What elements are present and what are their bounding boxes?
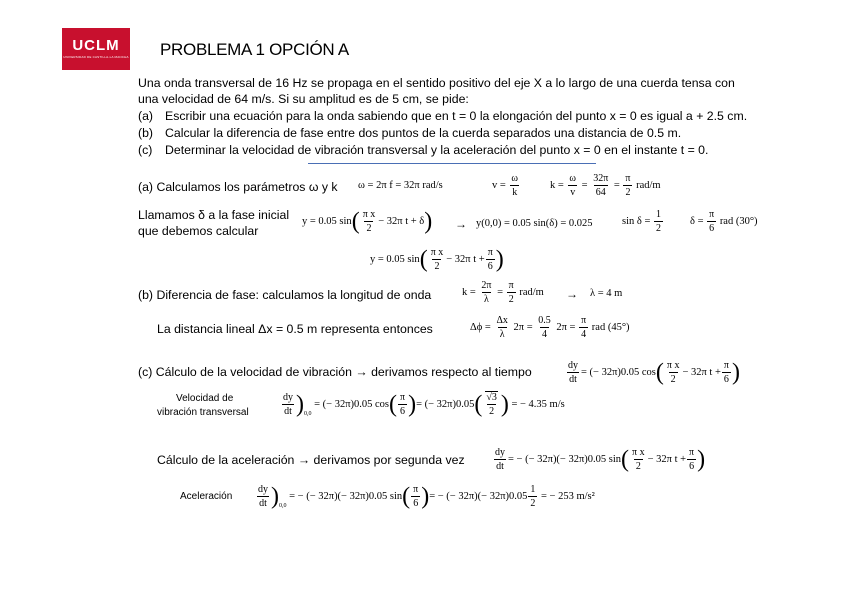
item-a-text: Escribir una ecuación para la onda sabiendo que en t = 0 la elongación del punto x = 0 es igual a + 2.5 cm. — [165, 109, 748, 123]
item-b-label: (b) — [138, 126, 154, 140]
item-b-text: Calcular la diferencia de fase entre dos puntos de la cuerda separados una distancia de 0.5 m. — [165, 126, 682, 140]
logo-text: UCLM — [72, 37, 120, 54]
separator-line — [308, 163, 596, 164]
sin-delta: sin δ = $\frac{1}{2}$ — [622, 209, 661, 234]
initial-condition: y(0,0) = 0.05 sin(δ) = 0.025 — [476, 218, 593, 229]
acceleration-label: Cálculo de la aceleración → derivamos por segunda vez — [157, 453, 465, 467]
part-b-label: (b) Diferencia de fase: calculamos la longitud de onda — [138, 288, 432, 302]
omega-equation: ω = 2π f = 32π rad/s — [358, 180, 443, 191]
phase-difference-equation: Δϕ = $\frac{\Delta x}{\lambda}$ 2π = $\frac{0.5}{4}$ 2π = $\frac{\pi}{4}$ rad (45°) — [470, 315, 630, 340]
lambda-value: λ = 4 m — [590, 288, 623, 299]
acceleration-equation: $\frac{dy}{dt}$ = − (− 32π)(− 32π)0.05 sin( $\frac{\text{π x}}{2}$ − 32π t + $\frac{\pi}{6}$ ) — [495, 446, 706, 473]
velocity-at-origin: $\frac{dy}{dt}$ )$_{0,0}$ = (− 32π)0.05 cos( $\frac{\pi}{6}$ )= (− 32π)0.05( $\frac{√3}{2}$ ) = − 4.35 m/s — [283, 391, 565, 418]
wave-equation-general: y = 0.05 sin( $\frac{\text{π x}}{2}$ − 32π t + δ) — [302, 208, 433, 235]
arrow-icon: → — [455, 217, 467, 231]
part-c-label: (c) Cálculo de la velocidad de vibración → derivamos respecto al tiempo — [138, 365, 532, 379]
delta-value: δ = $\frac{\pi}{6}$ rad (30°) — [690, 209, 758, 234]
item-c-label: (c) — [138, 143, 153, 157]
acceleration-at-origin: $\frac{dy}{dt}$ )$_{0,0}$ = − (− 32π)(− 32π)0.05 sin( $\frac{\pi}{6}$ )= − (− 32π)(− 32π)0.05 $\frac{1}{2}$ = − 253 m/s² — [258, 483, 595, 510]
statement-line-2: una velocidad de 64 m/s. Si su amplitud es de 5 cm, se pide: — [138, 92, 469, 106]
statement-line-1: Una onda transversal de 16 Hz se propaga en el sentido positivo del eje X a lo largo de una cuerda tensa con — [138, 76, 735, 90]
phase-label-2: que debemos calcular — [138, 224, 259, 238]
v-equation: v = $\frac{\omega}{k}$ — [492, 173, 519, 198]
page-title: PROBLEMA 1 OPCIÓN A — [160, 40, 349, 59]
item-a-label: (a) — [138, 109, 154, 123]
phase-label-1: Llamamos δ a la fase inicial — [138, 208, 290, 222]
wave-equation-final: y = 0.05 sin( $\frac{\text{π x}}{2}$ − 32π t + $\frac{\pi}{6}$ ) — [370, 246, 504, 273]
vib-label-2: vibración transversal — [157, 407, 249, 418]
distance-label: La distancia lineal Δx = 0.5 m representa entonces — [157, 322, 433, 336]
logo-subtext: UNIVERSIDAD DE CASTILLA-LA MANCHA — [63, 55, 129, 59]
k-equation: k = $\frac{\omega}{v}$ = $\frac{32\pi}{64}$ = $\frac{\pi}{2}$ rad/m — [550, 173, 661, 198]
part-a-label: (a) Calculamos los parámetros ω y k — [138, 180, 338, 194]
velocity-equation: $\frac{dy}{dt}$ = (− 32π)0.05 cos( $\frac{\text{π x}}{2}$ − 32π t + $\frac{\pi}{6}$ ) — [568, 359, 740, 386]
item-c-text: Determinar la velocidad de vibración transversal y la aceleración del punto x = 0 en el instante t = 0. — [165, 143, 709, 157]
k-lambda-equation: k = $\frac{2\pi}{\lambda}$ = $\frac{\pi}{2}$ rad/m — [462, 280, 544, 305]
acceleration-label-2: Aceleración — [180, 491, 233, 502]
arrow-icon: → — [566, 287, 578, 301]
vib-label-1: Velocidad de — [176, 393, 234, 404]
uclm-logo — [62, 28, 130, 70]
